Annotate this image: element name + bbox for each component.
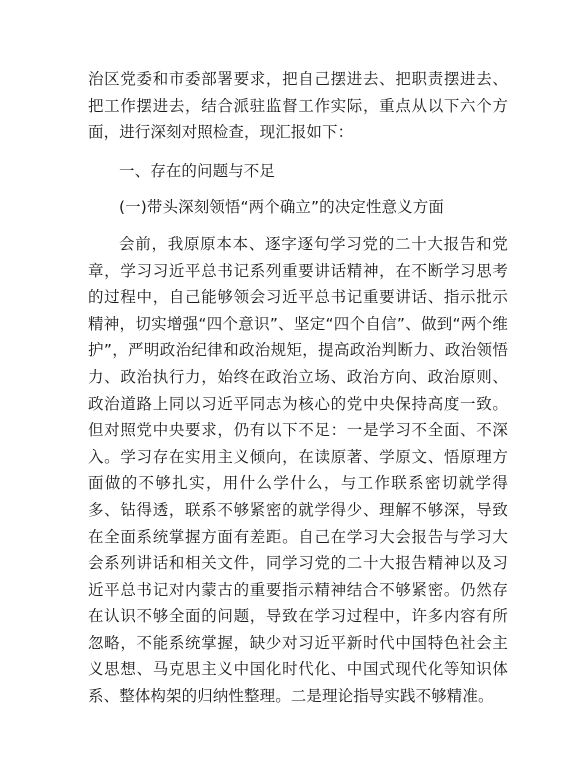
- body-paragraph: 会前，我原原本本、逐字逐句学习党的二十大报告和党章，学习习近平总书记系列重要讲话精神，在不断学习思考的过程中，自己能够领会习近平总书记重要讲话、指示批示精神，切实增强“四个意识”、坚定“四个自信”、做到“两个维护”，严明政治纪律和政治规矩，提高政治判断力、政治领悟力、政治执行力，始终在政治立场、政治方向、政治原则、政治道路上同以习近平同志为核心的党中央保持高度一致。但对照党中央要求，仍有以下不足：一是学习不全面、不深入。学习存在实用主义倾向，在读原著、学原文、悟原理方面做的不够扎实，用什么学什么，与工作联系密切就学得多、钻得透，联系不够紧密的就学得少、理解不够深，导致在全面系统掌握方面有差距。自己在学习大会报告与学习大会系列讲话和相关文件，同学习党的二十大报告精神以及习近平总书记对内蒙古的重要指示精神结合不够紧密。仍然存在认识不够全面的问题，导致在学习过程中，许多内容有所忽略，不能系统掌握，缺少对习近平新时代中国特色社会主义思想、马克思主义中国化时代化、中国式现代化等知识体系、整体构架的归纳性整理。二是理论指导实践不够精准。: [88, 234, 508, 706]
- section-heading: 一、存在的问题与不足: [119, 161, 276, 180]
- subsection-heading: (一)带头深刻领悟“两个确立”的决定性意义方面: [119, 198, 444, 217]
- intro-paragraph: 治区党委和市委部署要求，把自己摆进去、把职责摆进去、把工作摆进去，结合派驻监督工作实际，重点从以下六个方面，进行深刻对照检查，现汇报如下：: [88, 70, 508, 142]
- document-body: [88, 66, 508, 710]
